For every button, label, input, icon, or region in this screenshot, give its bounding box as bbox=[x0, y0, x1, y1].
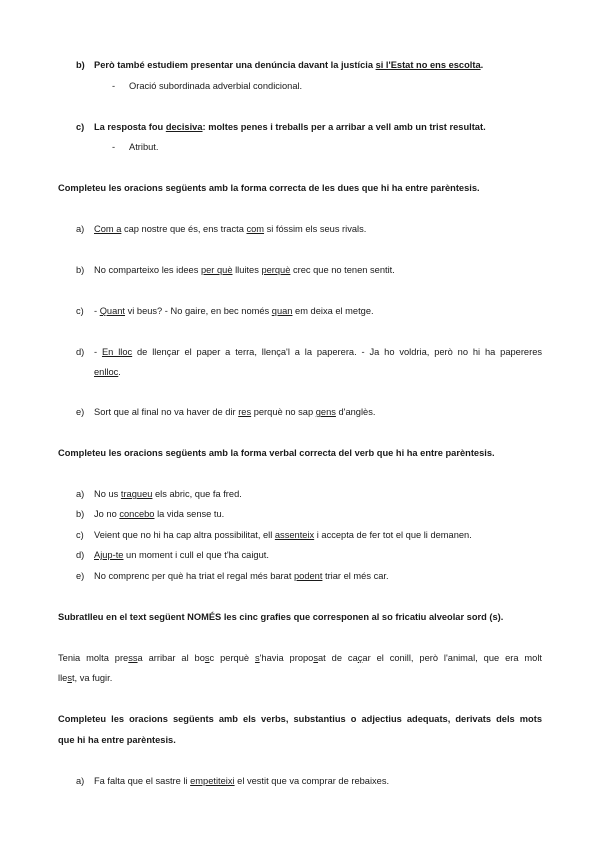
section-heading: Completeu les oracions següents amb la forma verbal correcta del verb que hi ha entre parèntesis. bbox=[58, 448, 495, 458]
text: - bbox=[94, 347, 102, 357]
exercise-sentence bbox=[94, 775, 389, 787]
text: crec que no tenen sentit. bbox=[290, 265, 395, 275]
text: t, va fugir. bbox=[71, 673, 113, 683]
text: vi beus? - No gaire, en bec només bbox=[125, 306, 272, 316]
paragraph-line bbox=[58, 672, 112, 684]
text: No comparteixo les idees bbox=[94, 265, 201, 275]
text: lluites bbox=[232, 265, 262, 275]
text: . bbox=[480, 60, 484, 70]
item-marker: d) bbox=[76, 347, 85, 357]
section-heading: Completeu les oracions següents amb els verbs, substantius o adjectius adequats, derivats dels mots bbox=[58, 714, 542, 724]
text: Veient que no hi ha cap altra possibilitat, ell bbox=[94, 530, 275, 540]
text: Jo no bbox=[94, 509, 120, 519]
underlined-answer: enlloc bbox=[94, 367, 119, 377]
underlined-grapheme: s bbox=[254, 653, 260, 663]
section-heading-continued: que hi ha entre parèntesis. bbox=[58, 735, 176, 745]
item-marker: e) bbox=[76, 407, 85, 417]
paragraph-line bbox=[58, 652, 542, 664]
text: a arribar al bo bbox=[137, 653, 205, 663]
text: els abric, que fa fred. bbox=[152, 489, 242, 499]
text: em deixa el metge. bbox=[292, 306, 374, 316]
sentence-c bbox=[94, 121, 486, 133]
exercise-sentence bbox=[94, 529, 472, 541]
text: un moment i cull el que t'ha caigut. bbox=[123, 550, 269, 560]
underlined-grapheme: ç bbox=[357, 653, 363, 663]
underlined-answer: quan bbox=[271, 306, 293, 316]
underlined-answer: tragueu bbox=[120, 489, 153, 499]
text: 'havia propo bbox=[259, 653, 314, 663]
underlined-answer: concebo bbox=[119, 509, 155, 519]
item-marker: e) bbox=[76, 571, 85, 581]
sentence-b bbox=[94, 59, 483, 71]
exercise-sentence bbox=[94, 223, 366, 235]
text: lle bbox=[58, 673, 68, 683]
underlined-answer: assenteix bbox=[274, 530, 315, 540]
underlined-grapheme: s bbox=[67, 673, 72, 683]
exercise-sentence bbox=[94, 549, 269, 561]
exercise-sentence bbox=[94, 570, 389, 582]
exercise-sentence-continued bbox=[94, 366, 121, 378]
exercise-sentence bbox=[94, 488, 242, 500]
underlined-answer: Ajup-te bbox=[94, 550, 124, 560]
underlined-answer: si l'Estat no ens escolta bbox=[375, 60, 481, 70]
text: Tenia molta pre bbox=[58, 653, 129, 663]
underlined-answer: Quant bbox=[99, 306, 126, 316]
item-marker: a) bbox=[76, 776, 85, 786]
bullet-dash: - bbox=[112, 81, 116, 91]
underlined-answer: En lloc bbox=[101, 347, 133, 357]
text: la vida sense tu. bbox=[154, 509, 225, 519]
text: : moltes penes i treballs per a arribar a vell amb un trist resultat. bbox=[202, 122, 486, 132]
underlined-grapheme: s bbox=[313, 653, 318, 663]
text: No comprenc per què ha triat el regal més barat bbox=[94, 571, 294, 581]
text: el vestit que va comprar de rebaixes. bbox=[234, 776, 390, 786]
text: cap nostre que és, ens tracta bbox=[121, 224, 247, 234]
text: at de ca bbox=[318, 653, 358, 663]
text: d'anglès. bbox=[335, 407, 376, 417]
text: ar el conill, però l'animal, que era molt bbox=[362, 653, 542, 663]
underlined-answer: perquè bbox=[261, 265, 291, 275]
underlined-answer: podent bbox=[293, 571, 323, 581]
item-marker: b) bbox=[76, 509, 85, 519]
section-heading: Completeu les oracions següents amb la forma correcta de les dues que hi ha entre parèntesis. bbox=[58, 183, 480, 193]
underlined-answer: per què bbox=[200, 265, 233, 275]
text: No us bbox=[94, 489, 121, 499]
text: triar el més car. bbox=[322, 571, 389, 581]
exercise-sentence bbox=[94, 508, 224, 520]
underlined-grapheme: s bbox=[204, 653, 210, 663]
text: c perquè bbox=[209, 653, 255, 663]
item-marker: a) bbox=[76, 224, 85, 234]
exercise-sentence bbox=[94, 406, 375, 418]
text: i accepta de fer tot el que li demanen. bbox=[314, 530, 472, 540]
answer-note: Oració subordinada adverbial condicional. bbox=[129, 81, 303, 91]
item-marker: c) bbox=[76, 306, 84, 316]
text: Sort que al final no va haver de dir bbox=[94, 407, 239, 417]
text: si fóssim els seus rivals. bbox=[264, 224, 367, 234]
exercise-sentence bbox=[94, 305, 374, 317]
underlined-answer: com bbox=[246, 224, 265, 234]
item-marker: a) bbox=[76, 489, 85, 499]
text: perquè no sap bbox=[251, 407, 316, 417]
item-marker: c) bbox=[76, 530, 84, 540]
underlined-grapheme: ss bbox=[128, 653, 138, 663]
exercise-sentence bbox=[94, 264, 395, 276]
underlined-answer: Com a bbox=[94, 224, 122, 234]
item-marker: b) bbox=[76, 265, 85, 275]
text: de llençar el paper a terra, llença'l a la paperera. - Ja ho voldria, però no hi ha papereres bbox=[132, 347, 543, 357]
text: La resposta fou bbox=[94, 122, 166, 132]
bullet-dash: - bbox=[112, 142, 116, 152]
text: Fa falta que el sastre li bbox=[94, 776, 191, 786]
item-marker: c) bbox=[76, 122, 85, 132]
section-heading: Subratlleu en el text següent NOMÉS les cinc grafies que corresponen al so fricatiu alveolar sord (s). bbox=[58, 612, 504, 622]
answer-note: Atribut. bbox=[129, 142, 159, 152]
underlined-answer: empetiteixi bbox=[190, 776, 235, 786]
text: Però també estudiem presentar una denúncia davant la justícia bbox=[94, 60, 376, 70]
underlined-answer: res bbox=[238, 407, 252, 417]
underlined-answer: gens bbox=[315, 407, 336, 417]
text: . bbox=[118, 367, 121, 377]
exercise-sentence bbox=[94, 346, 542, 358]
item-marker: d) bbox=[76, 550, 85, 560]
underlined-answer: decisiva bbox=[165, 122, 203, 132]
item-marker: b) bbox=[76, 60, 85, 70]
text: - bbox=[94, 306, 100, 316]
